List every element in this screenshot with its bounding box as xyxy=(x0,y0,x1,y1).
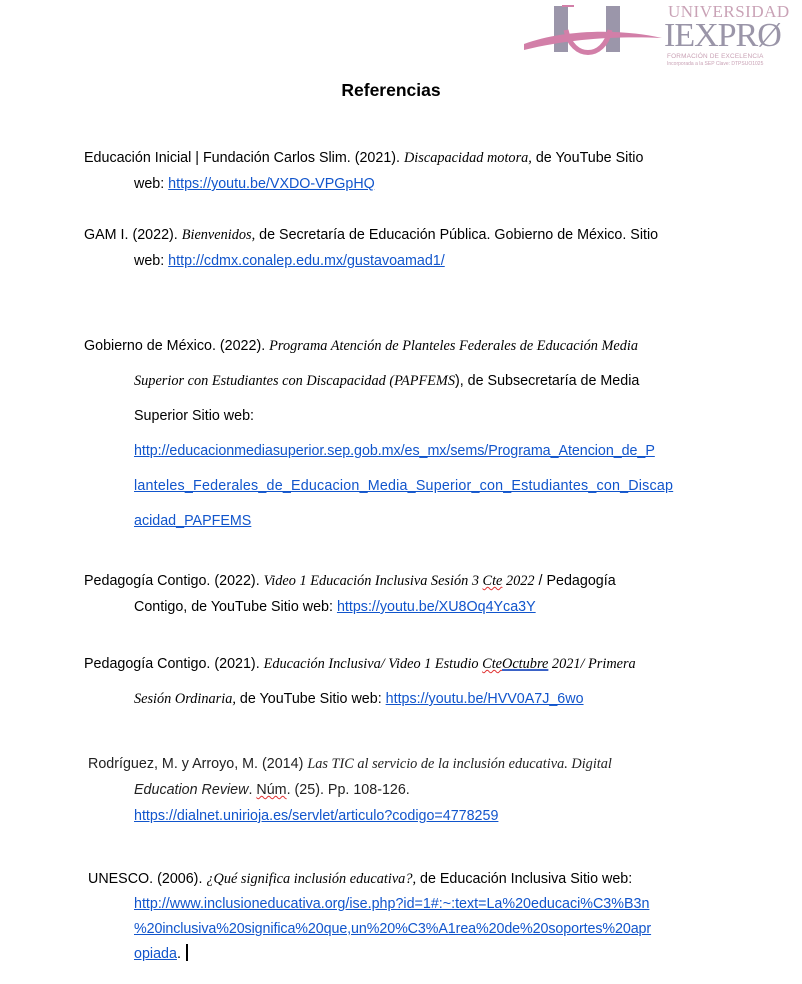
reference-link[interactable]: https://youtu.be/VXDO-VPGpHQ xyxy=(168,176,375,192)
ref-title: ¿Qué significa inclusión educativa?, xyxy=(206,871,417,887)
ref-title: Bienvenidos, xyxy=(181,227,256,243)
reference-3 xyxy=(84,329,704,539)
ref-title: Sesión Ordinaria, xyxy=(134,691,236,707)
ref-text: web: xyxy=(134,176,169,192)
ref-text-misspelled: Núm xyxy=(256,782,287,798)
logo-sep-note: Incorporada a la SEP Clave: DTPSUO1025 xyxy=(667,61,764,67)
ref-title-grammar: Octubre xyxy=(502,656,549,672)
logo-text-universidad: UNIVERSIDAD xyxy=(668,2,790,21)
ref-text: Gobierno de México. (2022). xyxy=(84,338,270,354)
ref-text: Rodríguez, M. y Arroyo, M. (2014) xyxy=(88,756,308,772)
ref-text: de YouTube Sitio web: xyxy=(235,691,386,707)
logo-emblem-icon xyxy=(522,0,672,72)
ref-text: web: xyxy=(134,253,169,269)
ref-title-misspelled: Cte xyxy=(482,656,503,672)
reference-6 xyxy=(88,752,704,828)
reference-link[interactable]: https://youtu.be/HVV0A7J_6wo xyxy=(385,691,584,707)
ref-text: / Pedagogía xyxy=(534,573,616,589)
ref-title: Video 1 Educación Inclusiva Sesión 3 xyxy=(263,573,483,589)
logo-text-iexpro: IEXPRØ xyxy=(664,17,781,54)
ref-text: Superior Sitio web: xyxy=(134,408,254,424)
ref-title: Education Review xyxy=(134,782,249,798)
ref-text: Contigo, de YouTube Sitio web: xyxy=(134,599,337,615)
ref-title-misspelled: Cte xyxy=(482,573,503,589)
ref-title: Discapacidad motora, xyxy=(403,150,532,166)
ref-text: GAM I. (2022). xyxy=(84,227,182,243)
reference-7 xyxy=(88,867,704,966)
ref-title: Las TIC al servicio de la inclusión educativa. Digital xyxy=(307,756,612,772)
ref-text: UNESCO. (2006). xyxy=(88,871,207,887)
university-logo xyxy=(522,0,792,72)
reference-link[interactable]: http://educacionmediasuperior.sep.gob.mx/es_mx/sems/Programa_Atencion_de_P xyxy=(134,443,655,459)
text-cursor xyxy=(186,944,188,961)
ref-title: Superior con Estudiantes con Discapacidad (PAPFEMS xyxy=(134,373,455,389)
reference-link[interactable]: acidad_PAPFEMS xyxy=(134,513,252,529)
ref-text: de Secretaría de Educación Pública. Gobierno de México. Sitio xyxy=(255,227,659,243)
reference-link[interactable]: https://dialnet.unirioja.es/servlet/articulo?codigo=4778259 xyxy=(134,808,499,824)
ref-title: Educación Inclusiva/ Video 1 Estudio xyxy=(263,656,483,672)
ref-text: Educación Inicial | Fundación Carlos Slim. (2021). xyxy=(84,150,404,166)
ref-text: Pedagogía Contigo. (2021). xyxy=(84,656,264,672)
reference-4 xyxy=(84,569,704,619)
reference-link[interactable]: http://cdmx.conalep.edu.mx/gustavoamad1/ xyxy=(168,253,445,269)
reference-1 xyxy=(84,146,704,196)
ref-text: . xyxy=(176,946,181,962)
ref-text: de YouTube Sitio xyxy=(531,150,644,166)
reference-link[interactable]: opiada xyxy=(134,946,177,962)
logo-tagline: FORMACIÓN DE EXCELENCIA xyxy=(667,53,764,60)
page-title: Referencias xyxy=(341,80,441,100)
ref-title: 2022 xyxy=(502,573,535,589)
reference-link[interactable]: lanteles_Federales_de_Educacion_Media_Superior_con_Estudiantes_con_Discap xyxy=(134,478,674,494)
ref-text: . (25). Pp. 108-126. xyxy=(286,782,410,798)
ref-text: de Educación Inclusiva Sitio web: xyxy=(416,871,633,887)
ref-title: Programa Atención de Planteles Federales de Educación Media xyxy=(269,338,639,354)
reference-link[interactable]: https://youtu.be/XU8Oq4Yca3Y xyxy=(336,599,536,615)
reference-5 xyxy=(84,647,704,717)
ref-text: . xyxy=(248,782,257,798)
reference-link[interactable]: %20inclusiva%20significa%20que,un%20%C3%A1rea%20de%20soportes%20apr xyxy=(134,921,652,937)
reference-2 xyxy=(84,223,704,273)
ref-title: 2021/ Primera xyxy=(548,656,636,672)
reference-link[interactable]: http://www.inclusioneducativa.org/ise.php?id=1#:~:text=La%20educaci%C3%B3n xyxy=(134,896,650,912)
ref-text: Pedagogía Contigo. (2022). xyxy=(84,573,264,589)
ref-text: ), de Subsecretaría de Media xyxy=(454,373,640,389)
